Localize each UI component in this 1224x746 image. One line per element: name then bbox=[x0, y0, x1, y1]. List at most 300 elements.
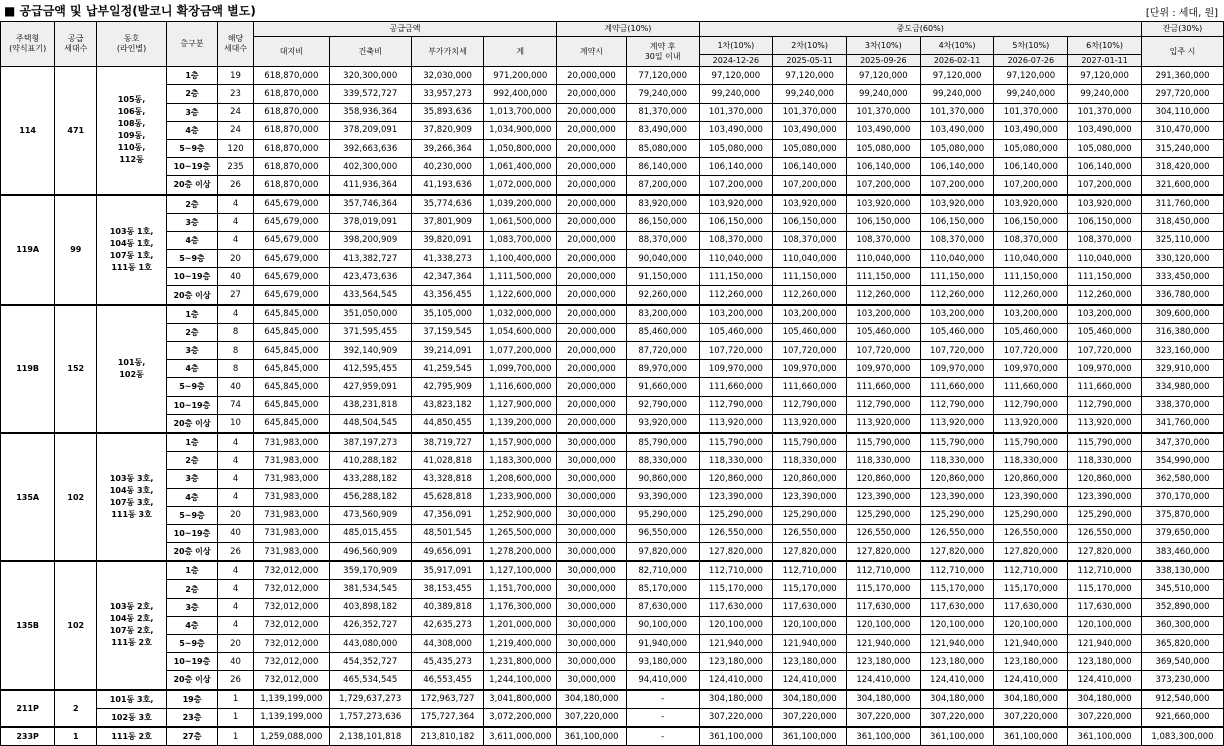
table-row bbox=[1, 598, 1224, 616]
balance-cell: 334,980,000 bbox=[1141, 378, 1223, 396]
floor-cell: 5~9층 bbox=[166, 635, 217, 653]
table-row bbox=[1, 139, 1224, 157]
balance-cell: 330,120,000 bbox=[1141, 250, 1223, 268]
total-cell: 1,034,900,000 bbox=[484, 121, 557, 139]
land-cell: 618,870,000 bbox=[253, 103, 329, 121]
contract-cell: 20,000,000 bbox=[557, 85, 627, 103]
floor-units-cell: 8 bbox=[218, 360, 254, 378]
table-row bbox=[1, 360, 1224, 378]
middle-installment-cell: 113,920,000 bbox=[920, 414, 994, 433]
middle-installment-cell: 103,920,000 bbox=[1068, 195, 1142, 214]
middle-installment-cell: 109,970,000 bbox=[920, 360, 994, 378]
middle-installment-cell: 115,170,000 bbox=[773, 580, 847, 598]
middle-installment-cell: 103,920,000 bbox=[773, 195, 847, 214]
building-cost-cell: 357,746,364 bbox=[329, 195, 411, 214]
middle-installment-cell: 112,790,000 bbox=[994, 396, 1068, 414]
total-cell: 1,219,400,000 bbox=[484, 635, 557, 653]
middle-installment-cell: 113,920,000 bbox=[699, 414, 773, 433]
middle-installment-cell: 118,330,000 bbox=[699, 452, 773, 470]
table-row bbox=[1, 524, 1224, 542]
middle-installment-cell: 115,170,000 bbox=[699, 580, 773, 598]
middle-installment-cell: 112,710,000 bbox=[994, 561, 1068, 580]
vat-cell: 44,308,000 bbox=[411, 635, 484, 653]
middle-installment-cell: 115,790,000 bbox=[699, 433, 773, 452]
floor-units-cell: 4 bbox=[218, 305, 254, 324]
land-cell: 645,679,000 bbox=[253, 195, 329, 214]
building-cost-cell: 412,595,455 bbox=[329, 360, 411, 378]
col-mid5-date: 2026-07-26 bbox=[994, 55, 1068, 67]
middle-installment-cell: 123,180,000 bbox=[920, 653, 994, 671]
col-supply-units: 공급 세대수 bbox=[55, 22, 97, 67]
col-middle: 중도금(60%) bbox=[699, 22, 1141, 37]
middle-installment-cell: 307,220,000 bbox=[846, 708, 920, 727]
land-cell: 618,870,000 bbox=[253, 139, 329, 157]
middle-installment-cell: 103,200,000 bbox=[1068, 305, 1142, 324]
floor-units-cell: 4 bbox=[218, 433, 254, 452]
balance-cell: 341,760,000 bbox=[1141, 414, 1223, 433]
contract-cell: 20,000,000 bbox=[557, 414, 627, 433]
total-cell: 1,050,800,000 bbox=[484, 139, 557, 157]
floor-cell: 3층 bbox=[166, 470, 217, 488]
balance-cell: 329,910,000 bbox=[1141, 360, 1223, 378]
after30-cell: 86,150,000 bbox=[626, 213, 699, 231]
middle-installment-cell: 118,330,000 bbox=[920, 452, 994, 470]
table-row bbox=[1, 396, 1224, 414]
balance-cell: 912,540,000 bbox=[1141, 690, 1223, 709]
building-cost-cell: 403,898,182 bbox=[329, 598, 411, 616]
middle-installment-cell: 112,260,000 bbox=[773, 286, 847, 305]
table-row bbox=[1, 470, 1224, 488]
middle-installment-cell: 125,290,000 bbox=[773, 506, 847, 524]
middle-installment-cell: 112,790,000 bbox=[773, 396, 847, 414]
vat-cell: 172,963,727 bbox=[411, 690, 484, 709]
middle-installment-cell: 361,100,000 bbox=[994, 727, 1068, 746]
middle-installment-cell: 103,490,000 bbox=[920, 121, 994, 139]
total-cell: 1,013,700,000 bbox=[484, 103, 557, 121]
middle-installment-cell: 105,080,000 bbox=[1068, 139, 1142, 157]
middle-installment-cell: 105,460,000 bbox=[699, 323, 773, 341]
building-cost-cell: 465,534,545 bbox=[329, 671, 411, 690]
total-cell: 1,083,700,000 bbox=[484, 231, 557, 249]
table-row bbox=[1, 708, 1224, 727]
unit-label: [단위 : 세대, 원] bbox=[1145, 8, 1218, 19]
total-cell: 1,139,200,000 bbox=[484, 414, 557, 433]
contract-cell: 20,000,000 bbox=[557, 103, 627, 121]
middle-installment-cell: 99,240,000 bbox=[920, 85, 994, 103]
floor-cell: 1층 bbox=[166, 561, 217, 580]
after30-cell: 85,080,000 bbox=[626, 139, 699, 157]
middle-installment-cell: 127,820,000 bbox=[994, 543, 1068, 562]
floor-cell: 10~19층 bbox=[166, 396, 217, 414]
middle-installment-cell: 105,460,000 bbox=[920, 323, 994, 341]
middle-installment-cell: 109,970,000 bbox=[1068, 360, 1142, 378]
middle-installment-cell: 97,120,000 bbox=[920, 67, 994, 85]
floor-units-cell: 24 bbox=[218, 103, 254, 121]
floor-cell: 20층 이상 bbox=[166, 286, 217, 305]
contract-cell: 20,000,000 bbox=[557, 268, 627, 286]
middle-installment-cell: 107,200,000 bbox=[994, 176, 1068, 195]
floor-units-cell: 4 bbox=[218, 561, 254, 580]
middle-installment-cell: 103,490,000 bbox=[846, 121, 920, 139]
supply-units-cell: 471 bbox=[55, 67, 97, 195]
balance-cell: 304,110,000 bbox=[1141, 103, 1223, 121]
floor-units-cell: 1 bbox=[218, 690, 254, 709]
floor-cell: 4층 bbox=[166, 231, 217, 249]
building-cost-cell: 351,050,000 bbox=[329, 305, 411, 324]
middle-installment-cell: 108,370,000 bbox=[994, 231, 1068, 249]
land-cell: 645,845,000 bbox=[253, 414, 329, 433]
building-cost-cell: 378,019,091 bbox=[329, 213, 411, 231]
middle-installment-cell: 103,920,000 bbox=[699, 195, 773, 214]
floor-cell: 19층 bbox=[166, 690, 217, 709]
middle-installment-cell: 110,040,000 bbox=[773, 250, 847, 268]
land-cell: 732,012,000 bbox=[253, 580, 329, 598]
vat-cell: 39,214,091 bbox=[411, 342, 484, 360]
middle-installment-cell: 103,490,000 bbox=[773, 121, 847, 139]
contract-cell: 20,000,000 bbox=[557, 250, 627, 268]
middle-installment-cell: 101,370,000 bbox=[994, 103, 1068, 121]
building-cost-cell: 423,473,636 bbox=[329, 268, 411, 286]
balance-cell: 383,460,000 bbox=[1141, 543, 1223, 562]
table-row bbox=[1, 727, 1224, 746]
land-cell: 618,870,000 bbox=[253, 176, 329, 195]
land-cell: 1,259,088,000 bbox=[253, 727, 329, 746]
building-cost-cell: 433,564,545 bbox=[329, 286, 411, 305]
middle-installment-cell: 113,920,000 bbox=[1068, 414, 1142, 433]
table-row bbox=[1, 195, 1224, 214]
middle-installment-cell: 125,290,000 bbox=[846, 506, 920, 524]
vat-cell: 40,389,818 bbox=[411, 598, 484, 616]
middle-installment-cell: 118,330,000 bbox=[1068, 452, 1142, 470]
supply-units-cell: 102 bbox=[55, 433, 97, 561]
total-cell: 1,244,100,000 bbox=[484, 671, 557, 690]
contract-cell: 30,000,000 bbox=[557, 470, 627, 488]
contract-cell: 30,000,000 bbox=[557, 580, 627, 598]
table-row bbox=[1, 286, 1224, 305]
middle-installment-cell: 112,260,000 bbox=[920, 286, 994, 305]
middle-installment-cell: 111,150,000 bbox=[920, 268, 994, 286]
middle-installment-cell: 125,290,000 bbox=[1068, 506, 1142, 524]
middle-installment-cell: 108,370,000 bbox=[699, 231, 773, 249]
after30-cell: 89,970,000 bbox=[626, 360, 699, 378]
building-cost-cell: 392,663,636 bbox=[329, 139, 411, 157]
middle-installment-cell: 106,150,000 bbox=[846, 213, 920, 231]
floor-units-cell: 8 bbox=[218, 323, 254, 341]
vat-cell: 45,628,818 bbox=[411, 488, 484, 506]
floor-units-cell: 8 bbox=[218, 342, 254, 360]
vat-cell: 39,266,364 bbox=[411, 139, 484, 157]
contract-cell: 20,000,000 bbox=[557, 286, 627, 305]
after30-cell: 94,410,000 bbox=[626, 671, 699, 690]
table-row bbox=[1, 213, 1224, 231]
middle-installment-cell: 115,170,000 bbox=[846, 580, 920, 598]
vat-cell: 37,159,545 bbox=[411, 323, 484, 341]
middle-installment-cell: 126,550,000 bbox=[773, 524, 847, 542]
middle-installment-cell: 118,330,000 bbox=[846, 452, 920, 470]
after30-cell: 88,370,000 bbox=[626, 231, 699, 249]
col-mid4-date: 2026-02-11 bbox=[920, 55, 994, 67]
building-cost-cell: 456,288,182 bbox=[329, 488, 411, 506]
middle-installment-cell: 117,630,000 bbox=[920, 598, 994, 616]
middle-installment-cell: 99,240,000 bbox=[1068, 85, 1142, 103]
total-cell: 1,077,200,000 bbox=[484, 342, 557, 360]
middle-installment-cell: 304,180,000 bbox=[920, 690, 994, 709]
middle-installment-cell: 307,220,000 bbox=[994, 708, 1068, 727]
floor-units-cell: 4 bbox=[218, 580, 254, 598]
middle-installment-cell: 112,710,000 bbox=[1068, 561, 1142, 580]
middle-installment-cell: 115,790,000 bbox=[1068, 433, 1142, 452]
building-cost-cell: 443,080,000 bbox=[329, 635, 411, 653]
floor-cell: 5~9층 bbox=[166, 378, 217, 396]
after30-cell: 91,940,000 bbox=[626, 635, 699, 653]
land-cell: 645,845,000 bbox=[253, 396, 329, 414]
contract-cell: 20,000,000 bbox=[557, 231, 627, 249]
table-row bbox=[1, 268, 1224, 286]
middle-installment-cell: 101,370,000 bbox=[846, 103, 920, 121]
balance-cell: 291,360,000 bbox=[1141, 67, 1223, 85]
balance-cell: 311,760,000 bbox=[1141, 195, 1223, 214]
vat-cell: 49,656,091 bbox=[411, 543, 484, 562]
middle-installment-cell: 115,170,000 bbox=[994, 580, 1068, 598]
total-cell: 992,400,000 bbox=[484, 85, 557, 103]
total-cell: 1,061,400,000 bbox=[484, 158, 557, 176]
house-type-cell: 135A bbox=[1, 433, 55, 561]
floor-cell: 4층 bbox=[166, 121, 217, 139]
vat-cell: 42,347,364 bbox=[411, 268, 484, 286]
balance-cell: 369,540,000 bbox=[1141, 653, 1223, 671]
after30-cell: - bbox=[626, 690, 699, 709]
floor-cell: 5~9층 bbox=[166, 506, 217, 524]
middle-installment-cell: 115,170,000 bbox=[1068, 580, 1142, 598]
page-title: ■ 공급금액 및 납부일정(발코니 확장금액 별도) bbox=[4, 4, 256, 18]
middle-installment-cell: 103,490,000 bbox=[994, 121, 1068, 139]
building-cost-cell: 426,352,727 bbox=[329, 616, 411, 634]
after30-cell: 93,180,000 bbox=[626, 653, 699, 671]
middle-installment-cell: 105,460,000 bbox=[1068, 323, 1142, 341]
land-cell: 645,679,000 bbox=[253, 286, 329, 305]
land-cell: 732,012,000 bbox=[253, 561, 329, 580]
middle-installment-cell: 103,200,000 bbox=[994, 305, 1068, 324]
house-type-cell: 119B bbox=[1, 305, 55, 433]
middle-installment-cell: 361,100,000 bbox=[846, 727, 920, 746]
balance-cell: 315,240,000 bbox=[1141, 139, 1223, 157]
middle-installment-cell: 115,790,000 bbox=[994, 433, 1068, 452]
middle-installment-cell: 107,720,000 bbox=[699, 342, 773, 360]
middle-installment-cell: 108,370,000 bbox=[920, 231, 994, 249]
middle-installment-cell: 105,460,000 bbox=[846, 323, 920, 341]
table-row bbox=[1, 176, 1224, 195]
middle-installment-cell: 111,150,000 bbox=[994, 268, 1068, 286]
vat-cell: 37,820,909 bbox=[411, 121, 484, 139]
building-cost-cell: 381,534,545 bbox=[329, 580, 411, 598]
middle-installment-cell: 112,790,000 bbox=[846, 396, 920, 414]
table-row bbox=[1, 305, 1224, 324]
middle-installment-cell: 118,330,000 bbox=[773, 452, 847, 470]
vat-cell: 32,030,000 bbox=[411, 67, 484, 85]
middle-installment-cell: 127,820,000 bbox=[846, 543, 920, 562]
table-row bbox=[1, 506, 1224, 524]
floor-units-cell: 40 bbox=[218, 524, 254, 542]
middle-installment-cell: 105,080,000 bbox=[773, 139, 847, 157]
middle-installment-cell: 117,630,000 bbox=[1068, 598, 1142, 616]
middle-installment-cell: 123,390,000 bbox=[1068, 488, 1142, 506]
middle-installment-cell: 108,370,000 bbox=[846, 231, 920, 249]
after30-cell: 87,630,000 bbox=[626, 598, 699, 616]
floor-cell: 4층 bbox=[166, 360, 217, 378]
middle-installment-cell: 117,630,000 bbox=[773, 598, 847, 616]
middle-installment-cell: 105,460,000 bbox=[773, 323, 847, 341]
vat-cell: 41,338,273 bbox=[411, 250, 484, 268]
middle-installment-cell: 103,200,000 bbox=[846, 305, 920, 324]
after30-cell: 81,370,000 bbox=[626, 103, 699, 121]
building-cost-cell: 1,729,637,273 bbox=[329, 690, 411, 709]
balance-cell: 318,420,000 bbox=[1141, 158, 1223, 176]
middle-installment-cell: 123,390,000 bbox=[994, 488, 1068, 506]
middle-installment-cell: 307,220,000 bbox=[1068, 708, 1142, 727]
floor-cell: 5~9층 bbox=[166, 250, 217, 268]
table-row bbox=[1, 414, 1224, 433]
middle-installment-cell: 112,260,000 bbox=[699, 286, 773, 305]
total-cell: 1,127,900,000 bbox=[484, 396, 557, 414]
building-cost-cell: 454,352,727 bbox=[329, 653, 411, 671]
land-cell: 731,983,000 bbox=[253, 488, 329, 506]
land-cell: 732,012,000 bbox=[253, 653, 329, 671]
building-cost-cell: 411,936,364 bbox=[329, 176, 411, 195]
middle-installment-cell: 120,860,000 bbox=[920, 470, 994, 488]
col-floor: 층구분 bbox=[166, 22, 217, 67]
floor-cell: 3층 bbox=[166, 103, 217, 121]
middle-installment-cell: 307,220,000 bbox=[920, 708, 994, 727]
balance-cell: 347,370,000 bbox=[1141, 433, 1223, 452]
vat-cell: 42,635,273 bbox=[411, 616, 484, 634]
total-cell: 1,032,000,000 bbox=[484, 305, 557, 324]
vat-cell: 43,356,455 bbox=[411, 286, 484, 305]
middle-installment-cell: 105,080,000 bbox=[699, 139, 773, 157]
land-cell: 731,983,000 bbox=[253, 524, 329, 542]
table-row bbox=[1, 616, 1224, 634]
vat-cell: 43,328,818 bbox=[411, 470, 484, 488]
total-cell: 1,039,200,000 bbox=[484, 195, 557, 214]
middle-installment-cell: 120,860,000 bbox=[1068, 470, 1142, 488]
col-mid1-date: 2024-12-26 bbox=[699, 55, 773, 67]
balance-cell: 360,300,000 bbox=[1141, 616, 1223, 634]
land-cell: 618,870,000 bbox=[253, 85, 329, 103]
middle-installment-cell: 112,710,000 bbox=[773, 561, 847, 580]
total-cell: 1,122,600,000 bbox=[484, 286, 557, 305]
middle-installment-cell: 97,120,000 bbox=[699, 67, 773, 85]
contract-cell: 20,000,000 bbox=[557, 378, 627, 396]
middle-installment-cell: 99,240,000 bbox=[994, 85, 1068, 103]
floor-units-cell: 40 bbox=[218, 653, 254, 671]
middle-installment-cell: 110,040,000 bbox=[846, 250, 920, 268]
table-row bbox=[1, 561, 1224, 580]
middle-installment-cell: 106,140,000 bbox=[773, 158, 847, 176]
middle-installment-cell: 99,240,000 bbox=[773, 85, 847, 103]
floor-cell: 4층 bbox=[166, 488, 217, 506]
middle-installment-cell: 112,260,000 bbox=[994, 286, 1068, 305]
middle-installment-cell: 304,180,000 bbox=[773, 690, 847, 709]
col-supply-price: 공급금액 bbox=[253, 22, 556, 37]
col-building: 동호 (라인별) bbox=[97, 22, 167, 67]
middle-installment-cell: 107,200,000 bbox=[699, 176, 773, 195]
middle-installment-cell: 107,200,000 bbox=[920, 176, 994, 195]
contract-cell: 30,000,000 bbox=[557, 543, 627, 562]
after30-cell: 83,200,000 bbox=[626, 305, 699, 324]
middle-installment-cell: 361,100,000 bbox=[699, 727, 773, 746]
house-type-cell: 233P bbox=[1, 727, 55, 746]
balance-cell: 318,450,000 bbox=[1141, 213, 1223, 231]
land-cell: 618,870,000 bbox=[253, 67, 329, 85]
middle-installment-cell: 120,100,000 bbox=[773, 616, 847, 634]
floor-cell: 20층 이상 bbox=[166, 671, 217, 690]
vat-cell: 213,810,182 bbox=[411, 727, 484, 746]
col-mid4: 4차(10%) bbox=[920, 37, 994, 55]
table-row bbox=[1, 653, 1224, 671]
total-cell: 1,054,600,000 bbox=[484, 323, 557, 341]
building-cost-cell: 473,560,909 bbox=[329, 506, 411, 524]
middle-installment-cell: 123,180,000 bbox=[699, 653, 773, 671]
middle-installment-cell: 121,940,000 bbox=[846, 635, 920, 653]
floor-units-cell: 4 bbox=[218, 616, 254, 634]
vat-cell: 40,230,000 bbox=[411, 158, 484, 176]
floor-units-cell: 235 bbox=[218, 158, 254, 176]
col-house-type: 주택형 (약식표기) bbox=[1, 22, 55, 67]
table-row bbox=[1, 671, 1224, 690]
floor-cell: 20층 이상 bbox=[166, 543, 217, 562]
middle-installment-cell: 109,970,000 bbox=[994, 360, 1068, 378]
floor-cell: 5~9층 bbox=[166, 139, 217, 157]
vat-cell: 41,193,636 bbox=[411, 176, 484, 195]
after30-cell: 93,390,000 bbox=[626, 488, 699, 506]
building-cost-cell: 320,300,000 bbox=[329, 67, 411, 85]
contract-cell: 304,180,000 bbox=[557, 690, 627, 709]
floor-units-cell: 27 bbox=[218, 286, 254, 305]
floor-units-cell: 19 bbox=[218, 67, 254, 85]
floor-units-cell: 4 bbox=[218, 488, 254, 506]
vat-cell: 41,028,818 bbox=[411, 452, 484, 470]
middle-installment-cell: 361,100,000 bbox=[1068, 727, 1142, 746]
balance-cell: 323,160,000 bbox=[1141, 342, 1223, 360]
middle-installment-cell: 110,040,000 bbox=[699, 250, 773, 268]
middle-installment-cell: 106,140,000 bbox=[920, 158, 994, 176]
col-mid3-date: 2025-09-26 bbox=[846, 55, 920, 67]
middle-installment-cell: 111,660,000 bbox=[1068, 378, 1142, 396]
middle-installment-cell: 117,630,000 bbox=[846, 598, 920, 616]
contract-cell: 30,000,000 bbox=[557, 598, 627, 616]
middle-installment-cell: 120,860,000 bbox=[994, 470, 1068, 488]
floor-cell: 3층 bbox=[166, 342, 217, 360]
middle-installment-cell: 105,080,000 bbox=[846, 139, 920, 157]
table-row bbox=[1, 231, 1224, 249]
total-cell: 1,278,200,000 bbox=[484, 543, 557, 562]
middle-installment-cell: 106,140,000 bbox=[846, 158, 920, 176]
balance-cell: 321,600,000 bbox=[1141, 176, 1223, 195]
land-cell: 645,679,000 bbox=[253, 268, 329, 286]
contract-cell: 20,000,000 bbox=[557, 195, 627, 214]
house-type-cell: 114 bbox=[1, 67, 55, 195]
middle-installment-cell: 304,180,000 bbox=[699, 690, 773, 709]
middle-installment-cell: 101,370,000 bbox=[920, 103, 994, 121]
table-row bbox=[1, 250, 1224, 268]
table-row bbox=[1, 452, 1224, 470]
middle-installment-cell: 124,410,000 bbox=[846, 671, 920, 690]
middle-installment-cell: 120,100,000 bbox=[994, 616, 1068, 634]
middle-installment-cell: 121,940,000 bbox=[773, 635, 847, 653]
middle-installment-cell: 124,410,000 bbox=[994, 671, 1068, 690]
land-cell: 731,983,000 bbox=[253, 470, 329, 488]
floor-units-cell: 40 bbox=[218, 268, 254, 286]
title-bar bbox=[0, 0, 1224, 20]
